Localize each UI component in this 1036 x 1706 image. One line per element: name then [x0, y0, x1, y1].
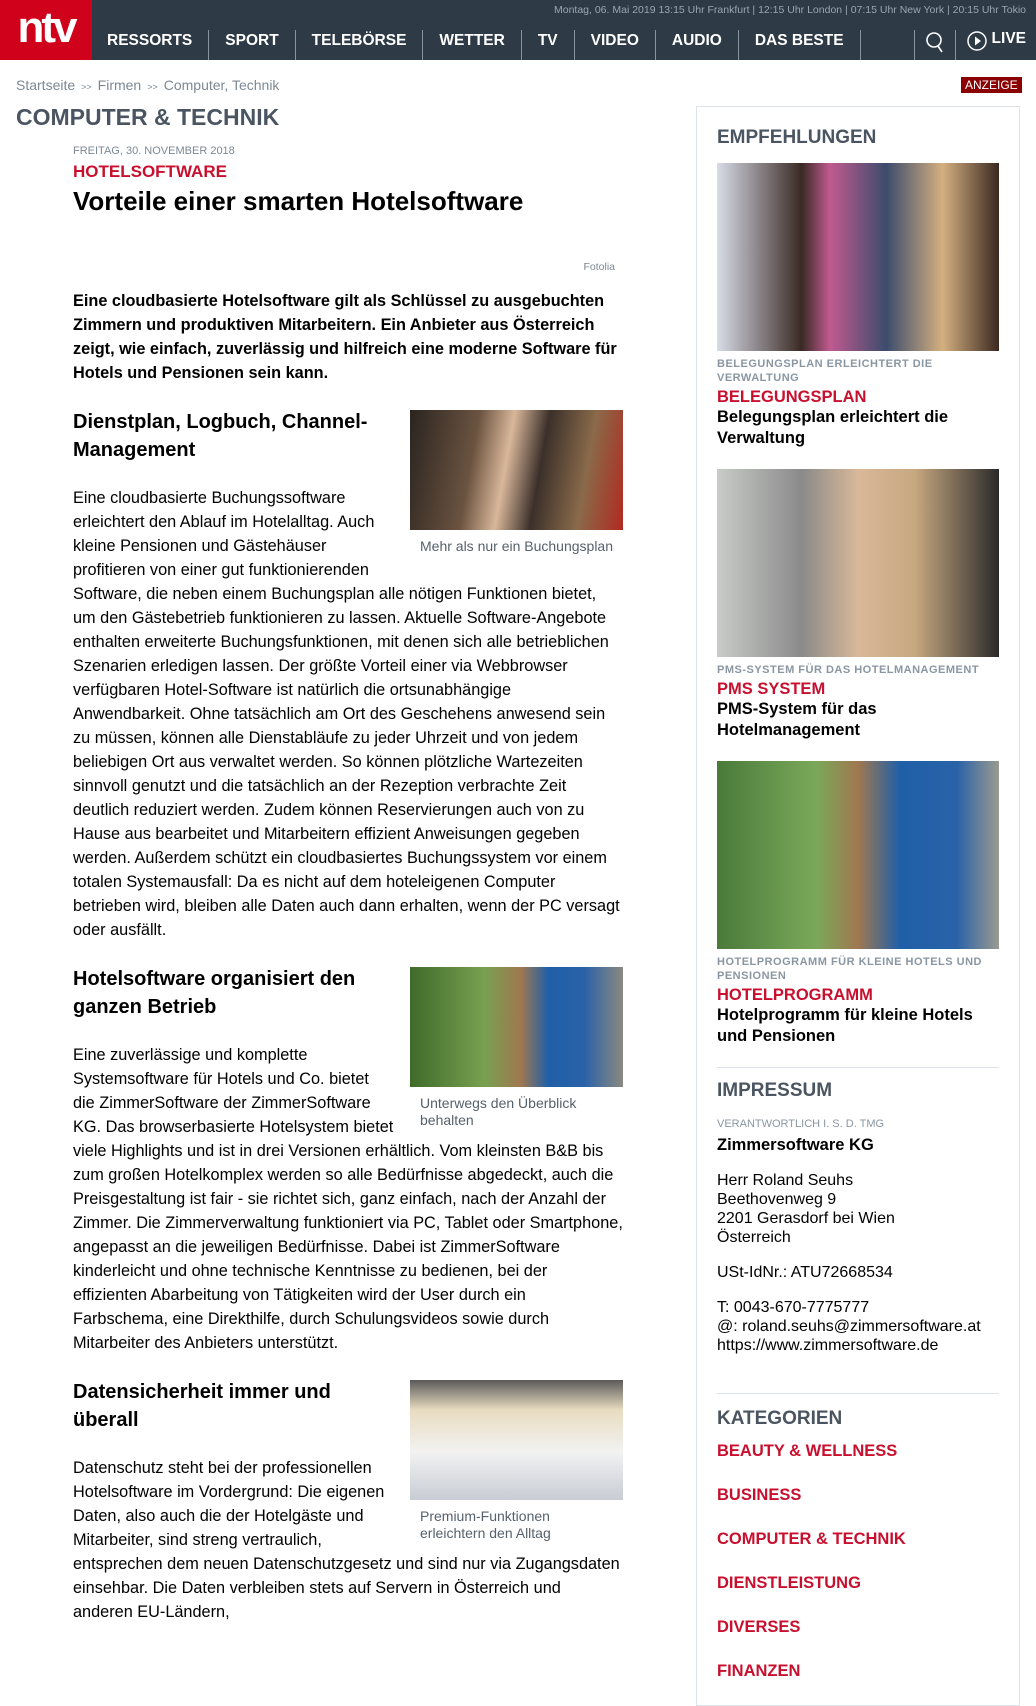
categories-heading: KATEGORIEN [717, 1408, 843, 1429]
article-section [73, 1378, 623, 1624]
impressum-responsible: VERANTWORTLICH I. S. D. TMG [717, 1118, 885, 1130]
article [73, 145, 623, 1624]
breadcrumb-startseite[interactable]: Startseite [16, 77, 76, 93]
card-image[interactable] [717, 469, 999, 657]
play-circle-icon [966, 30, 988, 52]
impressum-contact [717, 1298, 999, 1355]
nav-ressorts[interactable]: RESSORTS [92, 30, 209, 60]
card-image[interactable] [717, 163, 999, 351]
card-label: BELEGUNGSPLAN [717, 388, 867, 406]
card-kicker: BELEGUNGSPLAN ERLEICHTERT DIE VERWALTUNG [717, 358, 933, 384]
address-line: Herr Roland Seuhs [717, 1172, 854, 1189]
phone: T: 0043-670-7775777 [717, 1299, 870, 1316]
section-heading: Datensicherheit immer und überall [73, 1381, 331, 1431]
card-image[interactable] [717, 761, 999, 949]
card-title[interactable]: Hotelprogramm für kleine Hotels und Pensionen [717, 1006, 973, 1045]
ad-badge: ANZEIGE [961, 77, 1022, 93]
breadcrumb [16, 77, 279, 93]
breadcrumb-separator: >> [81, 82, 92, 92]
impressum-address [717, 1171, 999, 1247]
recommendation-card[interactable] [717, 469, 999, 741]
impressum-vat: USt-IdNr.: ATU72668534 [717, 1264, 893, 1281]
reception-photo[interactable] [410, 410, 623, 530]
nav-teleboerse[interactable]: TELEBÖRSE [296, 30, 424, 60]
category-beauty-wellness[interactable]: BEAUTY & WELLNESS [717, 1442, 898, 1460]
recommendation-card[interactable] [717, 163, 999, 449]
main-nav [92, 30, 861, 60]
section-heading: Dienstplan, Logbuch, Channel-Management [73, 411, 368, 461]
impressum-heading: IMPRESSUM [717, 1080, 833, 1101]
section-heading: Hotelsoftware organisiert den ganzen Betrieb [73, 968, 356, 1018]
figure [410, 967, 623, 1129]
tablet-woman-photo[interactable] [410, 967, 623, 1087]
article-lead: Eine cloudbasierte Hotelsoftware gilt als Schlüssel zu ausgebuchten Zimmern und produktiven Mitarbeitern. Ein Anbieter aus Österreich zeigt, wie einfach, zuverlässig und hilfreich eine moderne Software für Hotels und Pensionen sein kann. [73, 292, 617, 382]
page-title: COMPUTER & TECHNIK [16, 104, 280, 130]
nav-video[interactable]: VIDEO [575, 30, 656, 60]
search-icon [925, 30, 945, 54]
figure-caption: Premium-Funktionen erleichtern den Alltag [420, 1508, 551, 1541]
nav-sport[interactable]: SPORT [209, 30, 295, 60]
search-button[interactable] [914, 30, 955, 60]
card-label: HOTELPROGRAMM [717, 986, 873, 1004]
email-link[interactable]: @: roland.seuhs@zimmersoftware.at [717, 1318, 981, 1335]
breadcrumb-separator: >> [147, 82, 158, 92]
category-business[interactable]: BUSINESS [717, 1486, 802, 1504]
ntv-logo[interactable]: ntv [0, 0, 92, 60]
category-computer-technik[interactable]: COMPUTER & TECHNIK [717, 1530, 906, 1548]
category-diverses[interactable]: DIVERSES [717, 1618, 801, 1636]
site-header [0, 0, 1036, 60]
article-section [73, 408, 623, 942]
housekeeping-photo[interactable] [410, 1380, 623, 1500]
sidebar [696, 106, 1020, 1706]
card-kicker: HOTELPROGRAMM FÜR KLEINE HOTELS UND PENSIONEN [717, 956, 982, 982]
section-text: Eine cloudbasierte Buchungssoftware erleichtert den Ablauf im Hotelalltag. Auch kleine Pensionen und Gästehäuser profitieren von einer gut funktionierenden Software, die neben einem Buchungsplan alle nötigen Funktionen bietet, um den Gästebetrieb funktionieren zu lassen. Aktuelle Software-Angebote enthalten erweiterte Buchungsfunktionen, mit denen sich alle betrieblichen Szenarien erledigen lassen. Der größte Vorteil einer via Webbrowser verfügbaren Hotel-Software ist natürlich die ortsunabhängige Anwendbarkeit. Ohne tatsächlich am Ort des Geschehens anwesend sein zu müssen, können alle Dienstabläufe zu jeder Uhrzeit und von jedem beliebigen Ort aus verwaltet werden. So können plötzliche Wartezeiten sinnvoll genutzt und die tatsächlich an der Rezeption verbrachte Zeit deutlich reduziert werden. Zudem können Reservierungen auch von zu Hause aus bearbeitet und Mitarbeitern effizient Anweisungen gegeben werden. Außerdem schützt ein cloudbasiertes Buchungssystem vor einem totalen Systemausfall: Da es nicht auf dem hoteleigenen Computer betrieben wird, bleiben alle Daten auch dann erhalten, wenn der PC versagt oder ausfällt. [73, 489, 620, 939]
nav-tv[interactable]: TV [522, 30, 575, 60]
category-dienstleistung[interactable]: DIENSTLEISTUNG [717, 1574, 861, 1592]
section-text: Datenschutz steht bei der professionellen Hotelsoftware im Vordergrund: Die eigenen Daten, also auch die der Hotelgäste und Mitarbeiter, sind streng vertraulich, entsprechen dem neuen Datenschutzgesetz und sind nur via Zugangsdaten einsehbar. Die Daten verbleiben stets auf Servern in Österreich und anderen EU-Ländern, [73, 1459, 620, 1621]
article-section [73, 965, 623, 1355]
live-label: LIVE [991, 30, 1026, 47]
recommendations-heading: EMPFEHLUNGEN [717, 127, 877, 148]
card-label: PMS SYSTEM [717, 680, 826, 698]
article-kicker: HOTELSOFTWARE [73, 162, 227, 181]
figure [410, 410, 623, 555]
figure-caption: Unterwegs den Überblick behalten [420, 1095, 577, 1128]
figure-caption: Mehr als nur ein Buchungsplan [420, 538, 614, 554]
figure [410, 1380, 623, 1542]
article-title: Vorteile einer smarten Hotelsoftware [73, 186, 524, 216]
category-finanzen[interactable]: FINANZEN [717, 1662, 801, 1680]
section-text: Eine zuverlässige und komplette Systemsoftware für Hotels und Co. bietet die ZimmerSoftware der ZimmerSoftware KG. Das browserbasierte Hotelsystem bietet viele Highlights und ist in drei Versionen erhältlich. Vom kleinsten B&B bis zum großen Hotelkomplex werden so alle Bedürfnisse abgedeckt, auch die Preisgestaltung ist fair - sie richtet sich, ganz einfach, nach der Anzahl der Zimmer. Die Zimmerverwaltung funktioniert via PC, Tablet oder Smartphone, angepasst an die jeweiligen Bedürfnisse. Dabei ist ZimmerSoftware kinderleicht und ohne technische Kenntnisse zu bedienen, bei der effizienten Abarbeitung von Tätigkeiten wird der User durch ein Farbschema, eine Direkthilfe, durch Schulungsvideos sowie durch Mitarbeiter des Anbieters unterstützt. [73, 1046, 623, 1352]
card-title[interactable]: Belegungsplan erleichtert die Verwaltung [717, 408, 949, 447]
card-title[interactable]: PMS-System für das Hotelmanagement [717, 700, 877, 739]
breadcrumb-computer-technik[interactable]: Computer, Technik [163, 77, 280, 93]
impressum-company: Zimmersoftware KG [717, 1136, 874, 1154]
breadcrumb-firmen[interactable]: Firmen [97, 77, 142, 93]
photo-credit: Fotolia [583, 261, 615, 273]
nav-das-beste[interactable]: DAS BESTE [739, 30, 861, 60]
nav-audio[interactable]: AUDIO [656, 30, 739, 60]
address-line: Beethovenweg 9 [717, 1191, 837, 1208]
recommendation-card[interactable] [717, 761, 999, 1047]
website-link[interactable]: https://www.zimmersoftware.de [717, 1337, 939, 1354]
article-date: FREITAG, 30. NOVEMBER 2018 [73, 145, 235, 157]
address-line: 2201 Gerasdorf bei Wien [717, 1210, 895, 1227]
live-button[interactable] [955, 30, 1036, 60]
address-line: Österreich [717, 1229, 791, 1246]
card-kicker: PMS-SYSTEM FÜR DAS HOTELMANAGEMENT [717, 664, 980, 676]
nav-wetter[interactable]: WETTER [423, 30, 521, 60]
divider [717, 1067, 999, 1068]
divider [717, 1393, 999, 1394]
world-clock: Montag, 06. Mai 2019 13:15 Uhr Frankfurt | 12:15 Uhr London | 07:15 Uhr New York | 20:15 Uhr Tokio [553, 4, 1026, 16]
